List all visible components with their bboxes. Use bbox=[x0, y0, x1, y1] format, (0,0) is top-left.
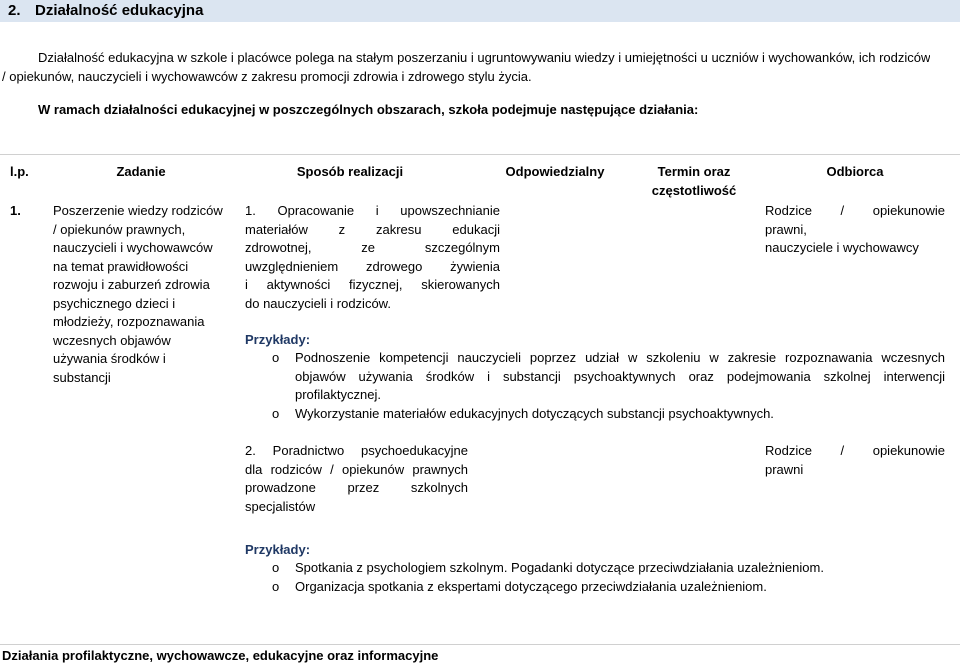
example-line: objawów używania środków i substancji psychoaktywnych oraz podejmowania szkolnej interwencji bbox=[295, 368, 945, 384]
section-number: 2. bbox=[8, 2, 21, 19]
task-cell bbox=[53, 202, 235, 387]
example-line: Wykorzystanie materiałów edukacyjnych dotyczących substancji psychoaktywnych. bbox=[295, 405, 774, 421]
method-line: 1. Opracowanie i upowszechnianie bbox=[245, 203, 500, 218]
example-item bbox=[272, 405, 945, 424]
method-cell bbox=[245, 442, 468, 516]
header-term bbox=[634, 163, 754, 200]
section-heading bbox=[0, 0, 960, 22]
method-line: dla rodziców / opiekunów prawnych bbox=[245, 461, 468, 477]
example-item bbox=[272, 559, 945, 578]
example-text bbox=[295, 405, 945, 424]
example-item bbox=[272, 349, 945, 405]
intro-line: Działalność edukacyjna w szkole i placówce polega na stałym poszerzaniu i ugruntowywaniu wiedzy i umiejętności u uczniów i wychowanków, ich rodziców bbox=[38, 50, 931, 65]
lead-text: W ramach działalności edukacyjnej w poszczególnych obszarach, szkoła podejmuje następujące działania: bbox=[38, 102, 699, 117]
task-line: Poszerzenie wiedzy rodziców bbox=[53, 203, 223, 218]
row-number: 1. bbox=[10, 203, 21, 218]
recipient-line: Rodzice / opiekunowie bbox=[765, 203, 945, 218]
task-line: młodzieży, rozpoznawania bbox=[53, 314, 205, 329]
task-line: na temat prawidłowości bbox=[53, 258, 189, 274]
recipient-cell bbox=[765, 202, 945, 258]
method-line: 2. Poradnictwo psychoedukacyjne bbox=[245, 443, 468, 458]
recipient-line: prawni, bbox=[765, 221, 807, 237]
next-section-heading: Działania profilaktyczne, wychowawcze, edukacyjne oraz informacyjne bbox=[2, 648, 439, 663]
examples-label: Przykłady: bbox=[245, 542, 311, 557]
header-task: Zadanie bbox=[116, 164, 166, 179]
task-line: wczesnych objawów bbox=[53, 332, 171, 348]
method-line: zdrowotnej, ze szczególnym bbox=[245, 240, 500, 255]
example-text bbox=[295, 349, 945, 405]
method-line: i aktywności fizycznej, skierowanych bbox=[245, 277, 500, 292]
bullet-marker: o bbox=[272, 578, 280, 594]
task-line: / opiekunów prawnych, bbox=[53, 221, 186, 237]
example-line: Organizacja spotkania z ekspertami dotyczącego przeciwdziałania uzależnieniom. bbox=[295, 578, 767, 594]
table-top-border bbox=[0, 154, 960, 155]
header-method: Sposób realizacji bbox=[296, 164, 404, 179]
method-line: uwzględnieniem zdrowego żywienia bbox=[245, 258, 500, 274]
bullet-marker: o bbox=[272, 560, 280, 575]
header-term-line: Termin oraz bbox=[657, 164, 731, 179]
examples-list bbox=[272, 349, 945, 423]
example-text bbox=[295, 578, 945, 597]
header-recipient: Odbiorca bbox=[826, 164, 884, 179]
recipient-cell bbox=[765, 442, 945, 479]
task-line: rozwoju i zaburzeń zdrowia bbox=[53, 277, 210, 292]
recipient-line: Rodzice / opiekunowie bbox=[765, 443, 945, 458]
task-line: nauczycieli i wychowawców bbox=[53, 240, 213, 255]
recipient-line: prawni bbox=[765, 461, 804, 477]
method-line: do nauczycieli i rodziców. bbox=[245, 295, 391, 311]
header-responsible: Odpowiedzialny bbox=[505, 164, 605, 179]
bullet-marker: o bbox=[272, 350, 280, 365]
task-line: psychicznego dzieci i bbox=[53, 295, 176, 311]
intro-line: / opiekunów, nauczycieli i wychowawców z zakresu promocji zdrowia i zdrowego stylu życia. bbox=[2, 68, 532, 84]
task-line: substancji bbox=[53, 369, 111, 385]
header-lp: l.p. bbox=[10, 164, 29, 179]
header-term-line: częstotliwość bbox=[651, 182, 737, 198]
example-line: Podnoszenie kompetencji nauczycieli poprzez udział w szkoleniu w zakresie rozpoznawania wczesnych bbox=[295, 350, 945, 365]
example-item bbox=[272, 578, 945, 597]
section-title: Działalność edukacyjna bbox=[35, 2, 204, 19]
example-text bbox=[295, 559, 945, 578]
method-line: specjalistów bbox=[245, 498, 316, 514]
method-cell bbox=[245, 202, 500, 313]
bullet-marker: o bbox=[272, 405, 280, 421]
task-line: używania środków i bbox=[53, 351, 166, 366]
recipient-line: nauczyciele i wychowawcy bbox=[765, 240, 919, 255]
example-line: profilaktycznej. bbox=[295, 387, 381, 402]
method-line: prowadzone przez szkolnych bbox=[245, 480, 468, 495]
example-line: Spotkania z psychologiem szkolnym. Pogadanki dotyczące przeciwdziałania uzależnieniom. bbox=[295, 560, 824, 575]
examples-label: Przykłady: bbox=[245, 332, 311, 347]
method-line: materiałów z zakresu edukacji bbox=[245, 221, 500, 237]
examples-list bbox=[272, 559, 945, 596]
table-bottom-border bbox=[0, 644, 960, 645]
